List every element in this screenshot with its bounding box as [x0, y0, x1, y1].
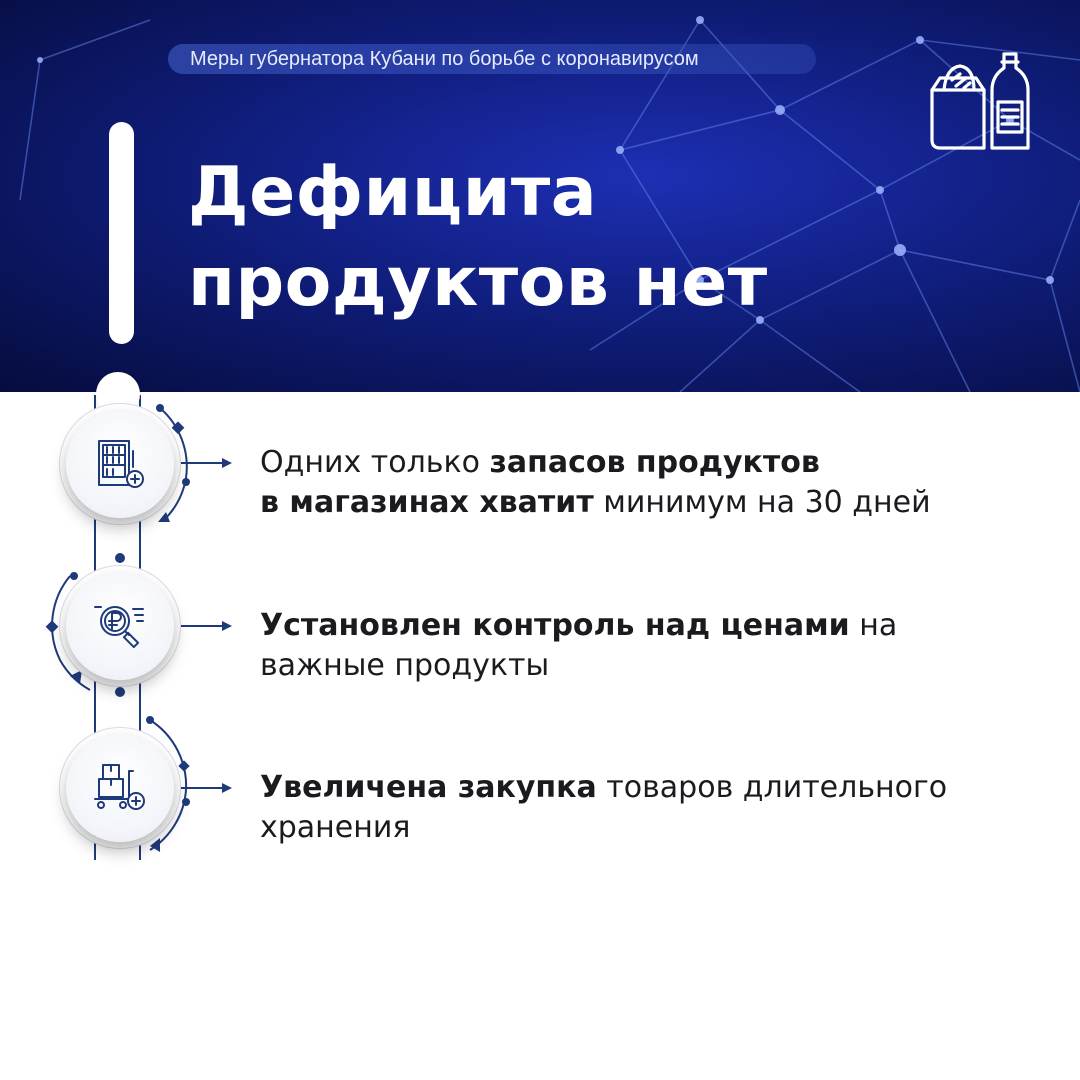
page-title-line1: Дефицита [188, 153, 598, 232]
item-3-line1-bold: Увеличена закупка [260, 770, 597, 805]
item-3-line2-regular: хранения [260, 810, 411, 845]
fridge-plus-icon [93, 437, 147, 491]
item-2-line1-bold: Установлен контроль над ценами [260, 608, 850, 643]
item-2-line1-regular: на [849, 608, 898, 643]
page-title-line2: продуктов нет [188, 243, 768, 322]
item-1-line2-regular: минимум на 30 дней [593, 485, 931, 520]
timeline-node-1 [66, 410, 174, 518]
timeline-node-2 [66, 572, 174, 680]
timeline-node-3 [66, 734, 174, 842]
ruble-magnifier-icon [93, 599, 147, 653]
grocery-bag-bottle-icon [926, 50, 1038, 156]
item-1-text [260, 443, 931, 523]
subtitle-text: Меры губернатора Кубани по борьбе с коронавирусом [190, 47, 699, 70]
subtitle-pill [168, 44, 816, 74]
item-1-line2-bold: в магазинах хватит [260, 485, 594, 520]
title-accent-bar [109, 122, 134, 344]
item-1-line1-bold: запасов продуктов [489, 445, 820, 480]
item-2-text [260, 606, 897, 686]
header-banner [0, 0, 1080, 392]
page-title [188, 148, 768, 328]
item-2-line2-regular: важные продукты [260, 648, 550, 683]
item-1-line1-regular: Одних только [260, 445, 490, 480]
item-3-line1-regular: товаров длительного [596, 770, 948, 805]
item-3-text [260, 768, 947, 848]
cart-boxes-plus-icon [93, 761, 147, 815]
